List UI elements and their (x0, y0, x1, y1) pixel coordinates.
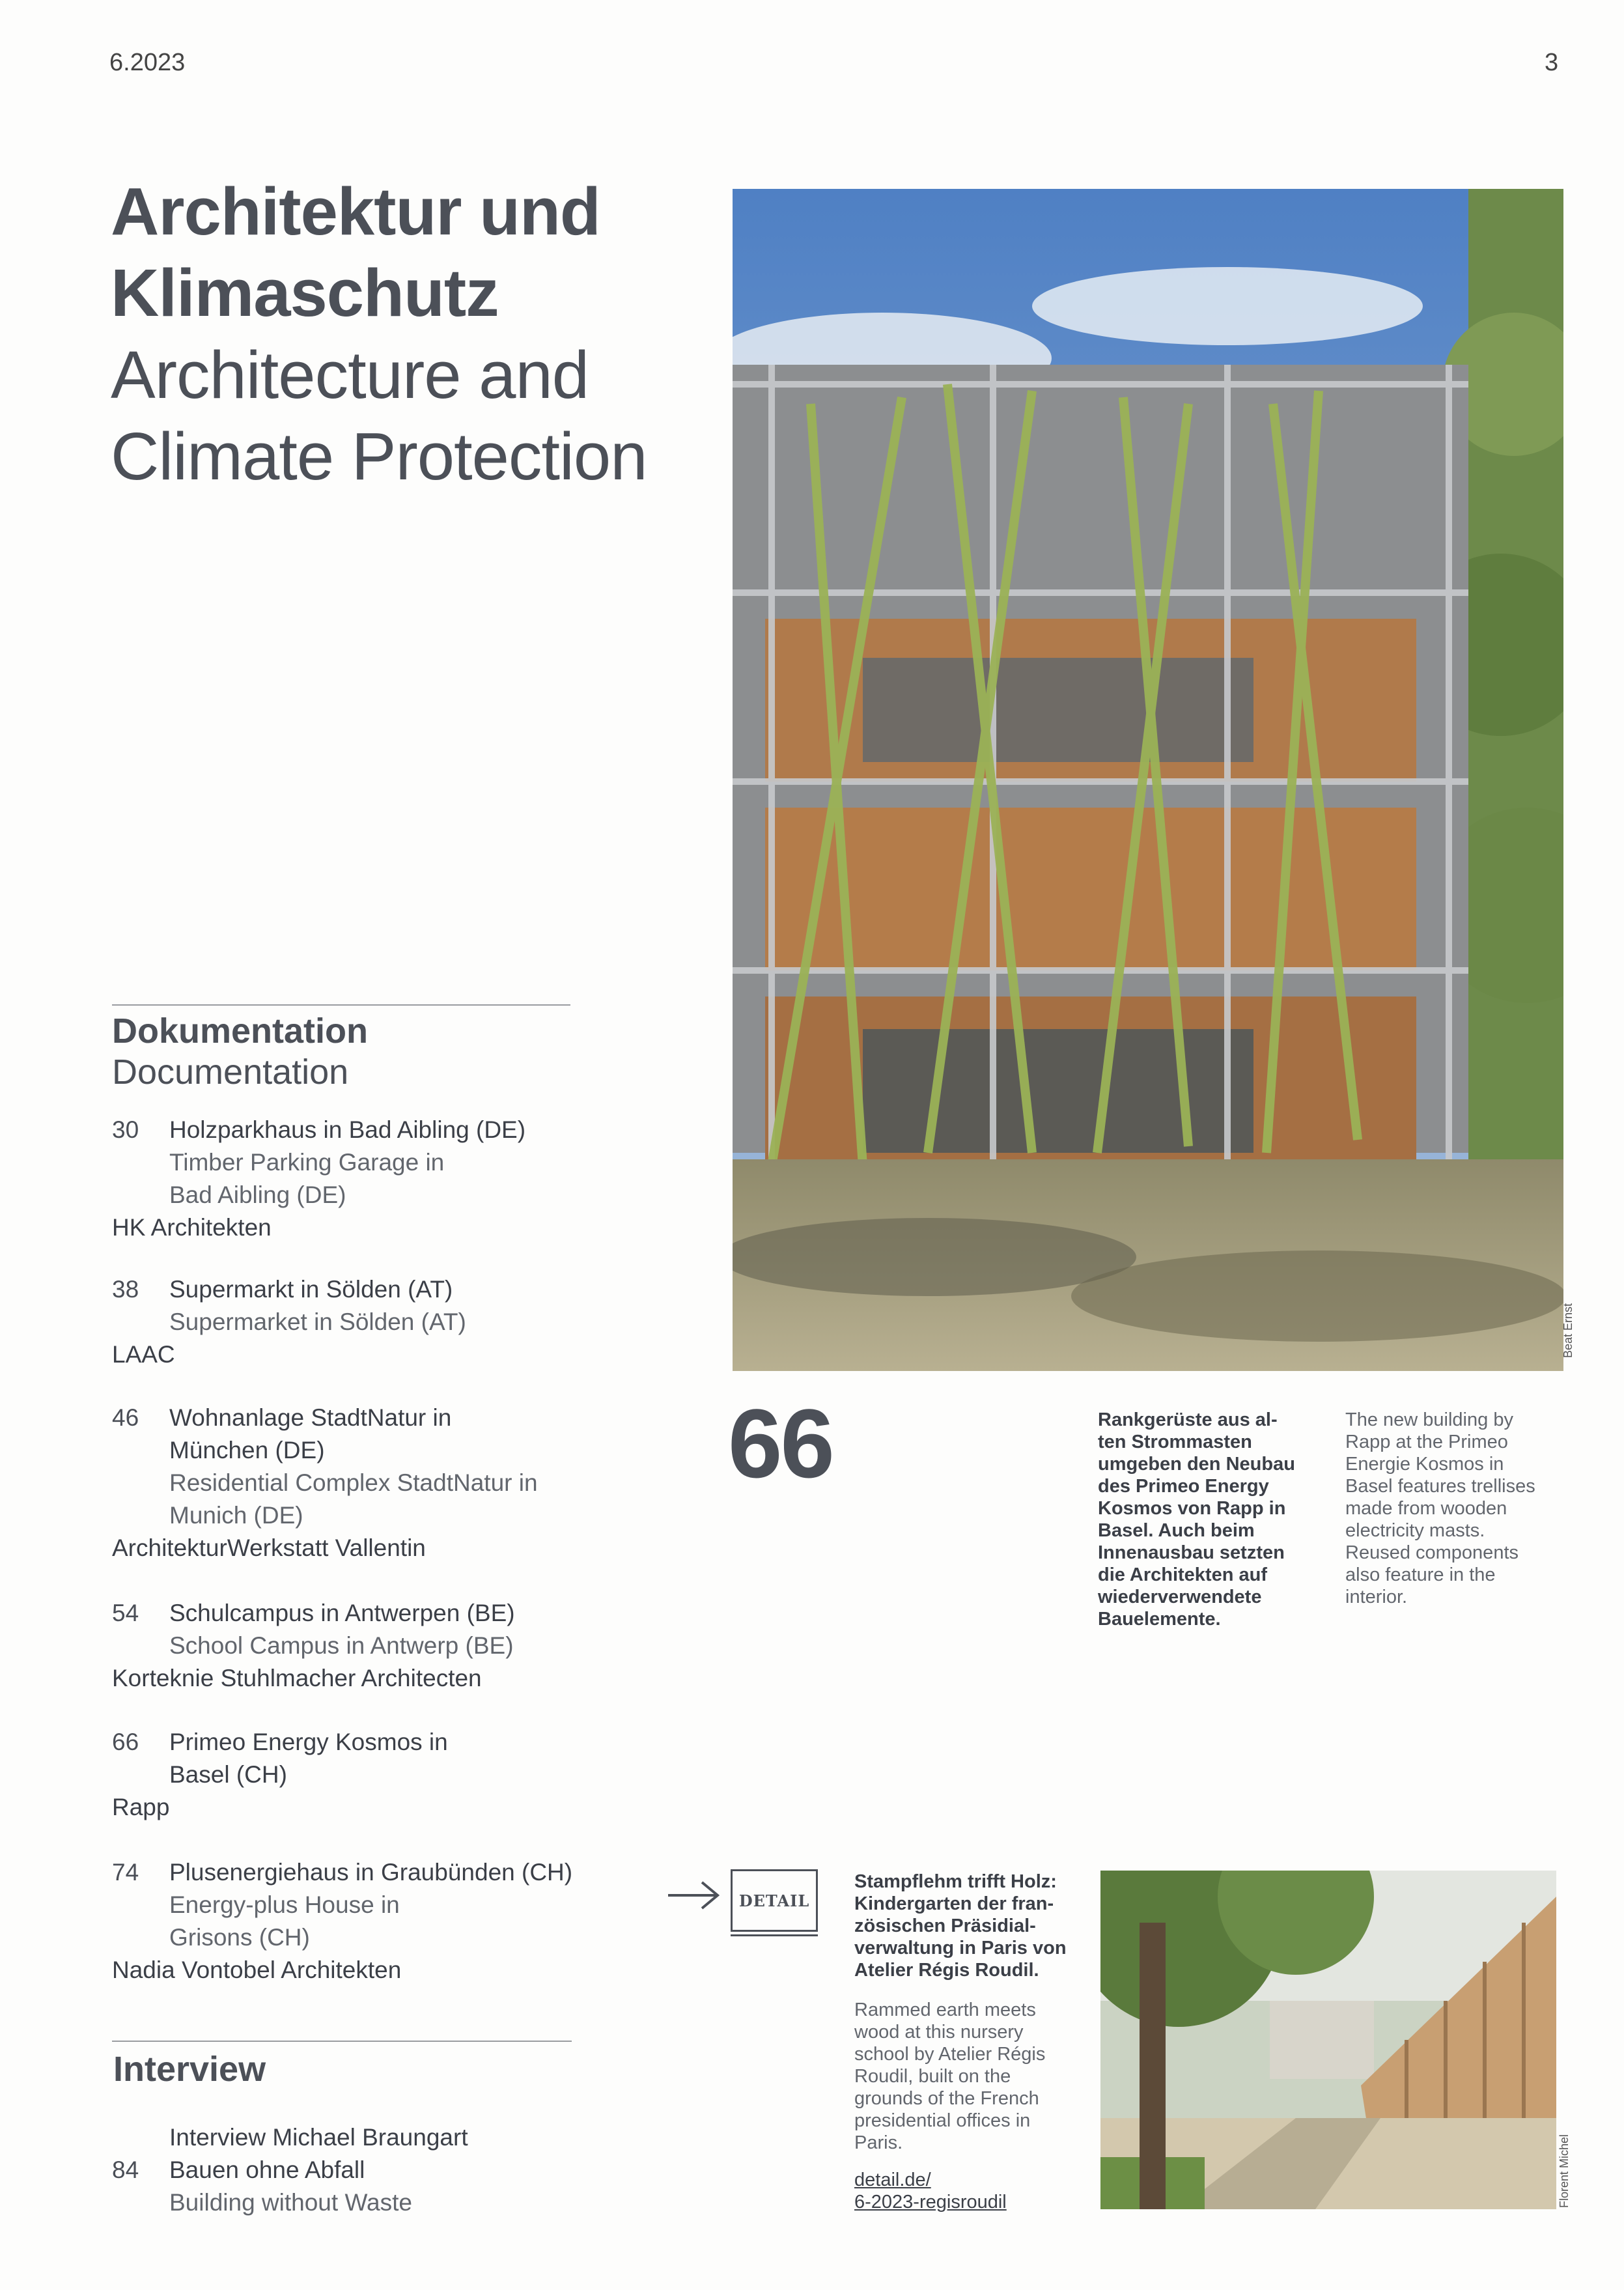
toc-page-number: 38 (112, 1276, 139, 1303)
toc-entry[interactable] (112, 1856, 607, 1986)
toc-page-number: 66 (112, 1729, 139, 1755)
promo-text-line: grounds of the French (854, 2088, 1039, 2109)
caption-line-de: wiederverwendete (1098, 1587, 1262, 1607)
toc-title-en: Munich (DE) (169, 1502, 303, 1529)
toc-page-number: 46 (112, 1404, 139, 1431)
promo-text-line: Roudil, built on the (854, 2066, 1011, 2087)
caption-line-en: electricity masts. (1345, 1520, 1485, 1541)
interview-title-en: Building without Waste (169, 2189, 412, 2216)
page-number: 3 (1545, 49, 1559, 76)
feature-caption-en (1345, 1409, 1560, 1608)
promo-title-line: zösischen Präsidial- (854, 1915, 1036, 1936)
promo-text-line: Paris. (854, 2132, 903, 2153)
caption-line-en: Rapp at the Primeo (1345, 1432, 1508, 1452)
title-en (111, 334, 647, 497)
toc-title-en: Timber Parking Garage in (169, 1149, 445, 1176)
promo-text-line: school by Atelier Régis (854, 2044, 1046, 2065)
interview-heading: Interview (113, 2050, 266, 2089)
toc-title-en: Bad Aibling (DE) (169, 1181, 346, 1208)
promo-text-line: wood at this nursery (854, 2022, 1024, 2043)
arrow-right-icon (665, 1876, 724, 1915)
caption-line-de: Rankgerüste aus al- (1098, 1409, 1278, 1430)
section-divider (112, 2041, 572, 2042)
toc-title-de: Basel (CH) (169, 1761, 287, 1788)
toc-title-de: Wohnanlage StadtNatur in (169, 1404, 452, 1431)
caption-line-de: Basel. Auch beim (1098, 1520, 1255, 1541)
caption-line-de: Bauelemente. (1098, 1609, 1221, 1630)
toc-title-en: Energy-plus House in (169, 1891, 400, 1918)
feature-caption-de (1098, 1409, 1319, 1630)
documentation-heading-de: Dokumentation (112, 1011, 369, 1051)
promo-text-en (854, 1999, 1102, 2154)
toc-page-number: 30 (112, 1116, 139, 1143)
caption-line-de: des Primeo Energy (1098, 1476, 1269, 1497)
toc-architect: HK Architekten (112, 1214, 272, 1241)
promo-link-line: detail.de/ (854, 2170, 931, 2190)
promo-title-de (854, 1871, 1102, 1981)
promo-title-line: Stampflehm trifft Holz: (854, 1871, 1057, 1892)
toc-title-en: Residential Complex StadtNatur in (169, 1469, 538, 1496)
toc-architect: ArchitekturWerkstatt Vallentin (112, 1534, 426, 1561)
toc-title-en: School Campus in Antwerp (BE) (169, 1632, 514, 1659)
toc-title-de: Plusenergiehaus in Graubünden (CH) (169, 1859, 573, 1886)
detail-logo: DETAIL (731, 1869, 818, 1932)
building-photo (733, 189, 1563, 1371)
section-divider (112, 1004, 570, 1006)
caption-line-en: made from wooden (1345, 1498, 1507, 1519)
title-en-line1: Architecture and (111, 337, 589, 412)
toc-page-number: 74 (112, 1859, 139, 1886)
toc-architect: Nadia Vontobel Architekten (112, 1957, 402, 1983)
toc-architect: LAAC (112, 1341, 175, 1368)
promo-title-line: verwaltung in Paris von (854, 1938, 1067, 1958)
caption-line-de: die Architekten auf (1098, 1564, 1267, 1585)
interview-entry[interactable] (112, 2121, 607, 2219)
title-de (111, 171, 600, 333)
toc-architect: Rapp (112, 1794, 170, 1820)
caption-line-en: Basel features trellises (1345, 1476, 1535, 1497)
promo-title-line: Kindergarten der fran- (854, 1893, 1054, 1914)
toc-entry[interactable] (112, 1402, 607, 1564)
issue-label: 6.2023 (109, 49, 186, 76)
promo-text-line: presidential offices in (854, 2110, 1031, 2131)
toc-title-de: Primeo Energy Kosmos in (169, 1729, 448, 1755)
toc-title-de: Holzparkhaus in Bad Aibling (DE) (169, 1116, 526, 1143)
toc-title-en: Grisons (CH) (169, 1924, 310, 1951)
title-de-line1: Architektur und (111, 174, 600, 249)
promo-link[interactable] (854, 2169, 1102, 2213)
promo-text-line: Rammed earth meets (854, 2000, 1036, 2020)
caption-line-en: Reused components (1345, 1542, 1519, 1563)
toc-architect: Korteknie Stuhlmacher Architecten (112, 1665, 482, 1691)
caption-line-de: Kosmos von Rapp in (1098, 1498, 1286, 1519)
caption-line-en: Energie Kosmos in (1345, 1454, 1504, 1475)
documentation-heading-en: Documentation (112, 1053, 349, 1092)
toc-title-en: Supermarket in Sölden (AT) (169, 1308, 466, 1335)
caption-line-de: Innenausbau setzten (1098, 1542, 1285, 1563)
title-de-line2: Klimaschutz (111, 255, 499, 330)
interview-page: 84 (112, 2156, 139, 2183)
kindergarten-photo (1100, 1871, 1556, 2209)
interview-name: Interview Michael Braungart (169, 2124, 468, 2151)
photo-credit: Beat Ernst (1561, 1303, 1575, 1358)
toc-title-de: Supermarkt in Sölden (AT) (169, 1276, 453, 1303)
toc-entry[interactable] (112, 1597, 607, 1695)
promo-link-line: 6-2023-regisroudil (854, 2192, 1007, 2212)
promo-photo-credit: Florent Michel (1558, 2134, 1571, 2208)
toc-page-number: 54 (112, 1600, 139, 1626)
toc-entry[interactable] (112, 1273, 607, 1371)
toc-entry[interactable] (112, 1114, 607, 1244)
caption-line-en: The new building by (1345, 1409, 1513, 1430)
feature-page-number: 66 (728, 1389, 833, 1498)
caption-line-en: interior. (1345, 1587, 1408, 1607)
toc-title-de: München (DE) (169, 1437, 325, 1463)
toc-title-de: Schulcampus in Antwerpen (BE) (169, 1600, 515, 1626)
caption-line-de: ten Strommasten (1098, 1432, 1252, 1452)
title-en-line2: Climate Protection (111, 419, 647, 494)
caption-line-de: umgeben den Neubau (1098, 1454, 1295, 1475)
caption-line-en: also feature in the (1345, 1564, 1496, 1585)
promo-title-line: Atelier Régis Roudil. (854, 1960, 1039, 1981)
main-photo (733, 189, 1563, 1371)
interview-title-de: Bauen ohne Abfall (169, 2156, 365, 2183)
toc-entry[interactable] (112, 1726, 607, 1824)
logo-underline (731, 1934, 818, 1936)
